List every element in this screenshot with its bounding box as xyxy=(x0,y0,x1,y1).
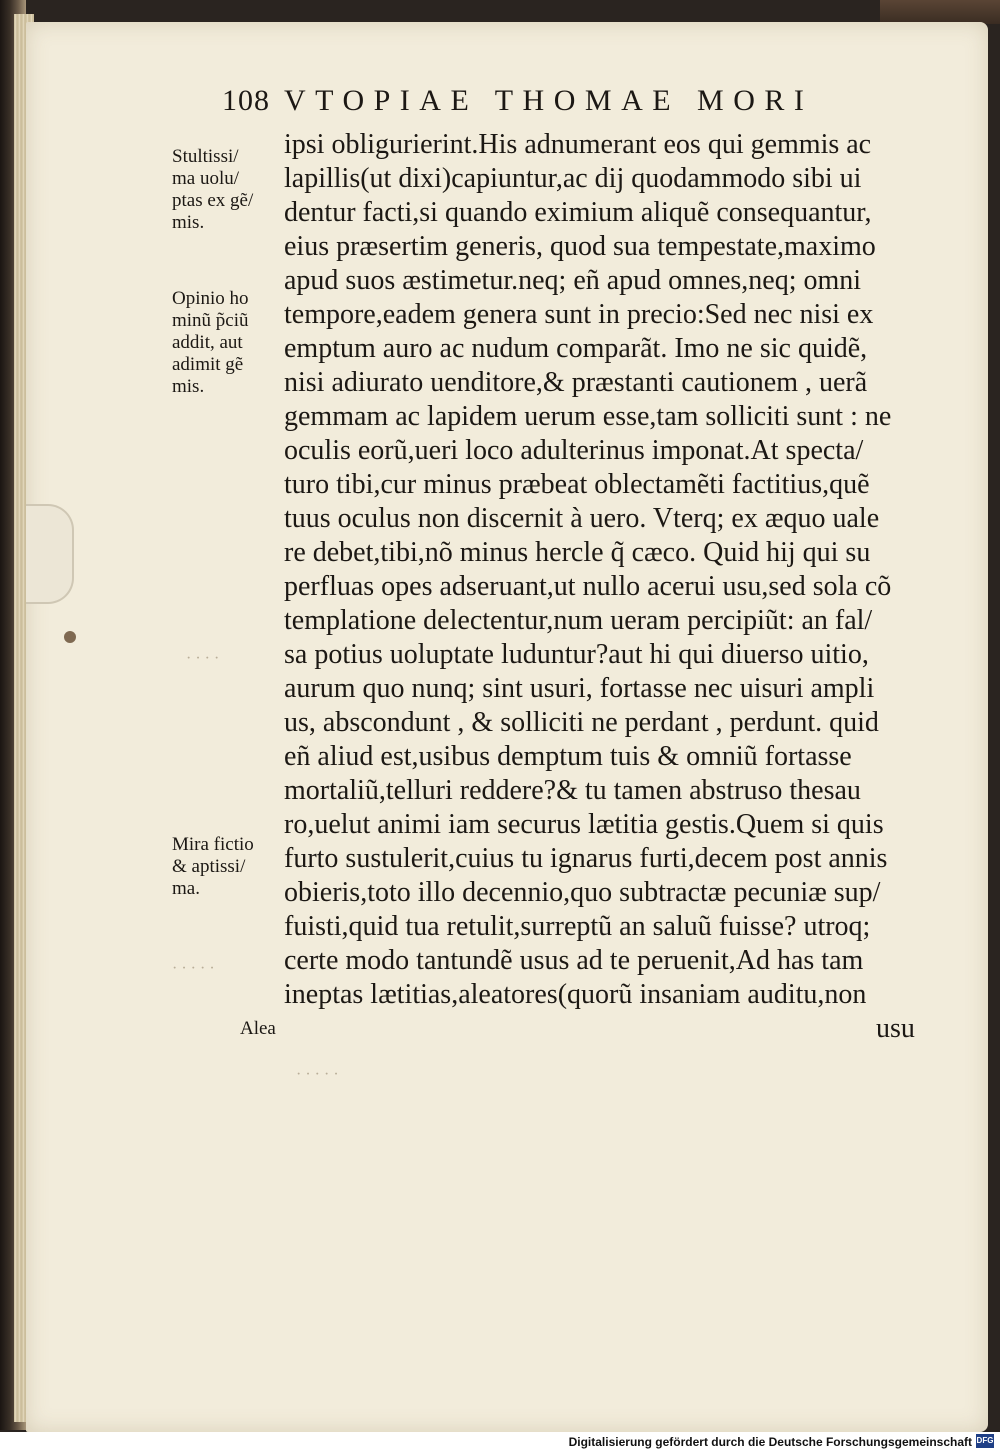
margin-note-line: ma. xyxy=(172,878,200,899)
body-line: templatione delectentur,num ueram percipiũt: an fal/ xyxy=(284,605,873,636)
binding-top-corner xyxy=(880,0,1000,24)
body-line: aurum quo nunq; sint usuri, fortasse nec uisuri ampli xyxy=(284,673,875,704)
margin-note-line: & aptissi/ xyxy=(172,856,246,877)
margin-note-line: Opinio ho xyxy=(172,288,249,309)
dfg-logo-icon: DFG xyxy=(976,1434,994,1448)
body-line: oculis eorũ,ueri loco adulterinus imponat.At specta/ xyxy=(284,435,864,466)
catchword: usu xyxy=(876,1013,915,1044)
margin-note-line: Stultissi/ xyxy=(172,146,239,167)
margin-note-line: ma uolu/ xyxy=(172,168,240,189)
body-line: ineptas lætitias,aleatores(quorũ insaniam auditu,non xyxy=(284,979,867,1010)
body-line: re debet,tibi,nõ minus hercle q̃ cæco. Quid hij qui su xyxy=(284,537,871,568)
body-line: eñ aliud est,usibus demptum tuis & omniũ fortasse xyxy=(284,741,852,772)
margin-note xyxy=(172,834,254,900)
margin-note-line: Mira fictio xyxy=(172,834,254,855)
body-line: perfluas opes adseruant,ut nullo acerui usu,sed sola cõ xyxy=(284,571,892,602)
margin-note-line: Alea xyxy=(240,1018,276,1039)
body-line: lapillis(ut dixi)capiuntur,ac dij quodammodo sibi ui xyxy=(284,163,862,194)
body-line: nisi adiurato uenditore,& præstanti cautionem , uerã xyxy=(284,367,868,398)
running-title: VTOPIAE THOMAE MORI xyxy=(284,84,814,117)
margin-note xyxy=(172,288,249,398)
margin-note-line: mis. xyxy=(172,212,205,233)
body-line: emptum auro ac nudum comparãt. Imo ne sic quidẽ, xyxy=(284,333,868,364)
body-line: ipsi obligurierint.His adnumerant eos qui gemmis ac xyxy=(284,129,872,160)
faded-marginalia: · · · · · xyxy=(296,1066,339,1083)
page-number: 108 xyxy=(222,84,270,117)
margin-note-line: mis. xyxy=(172,376,205,397)
body-line: apud suos æstimetur.neq; eñ apud omnes,neq; omni xyxy=(284,265,862,296)
faded-marginalia: · · · · · xyxy=(172,960,215,977)
digitization-footer xyxy=(0,1432,1000,1452)
stain-spot xyxy=(64,631,76,643)
body-line: furto sustulerit,cuius tu ignarus furti,decem post annis xyxy=(284,843,888,874)
margin-note-line: ptas ex gẽ/ xyxy=(172,190,254,211)
body-line: mortaliũ,telluri reddere?& tu tamen abstruso thesau xyxy=(284,775,861,806)
page-clip xyxy=(26,504,74,604)
body-line: tempore,eadem genera sunt in precio:Sed nec nisi ex xyxy=(284,299,874,330)
body-line: ro,uelut animi iam securus lætitia gestis.Quem si quis xyxy=(284,809,884,840)
body-line: obieris,toto illo decennio,quo subtractæ pecuniæ sup/ xyxy=(284,877,881,908)
body-line: fuisti,quid tua retulit,surreptũ an saluũ fuisse? utroq; xyxy=(284,911,871,942)
margin-note-line: addit, aut xyxy=(172,332,243,353)
margin-note-line: minũ p̃ciũ xyxy=(172,310,249,331)
body-line: eius præsertim generis, quod sua tempestate,maximo xyxy=(284,231,876,262)
body-line: tuus oculus non discernit à uero. Vterq; ex æquo uale xyxy=(284,503,880,534)
body-line: us, abscondunt , & solliciti ne perdant , perdunt. quid xyxy=(284,707,879,738)
margin-note xyxy=(240,1018,276,1040)
body-line: certe modo tantundẽ usus ad te peruenit,Ad has tam xyxy=(284,945,864,976)
funding-credit: Digitalisierung gefördert durch die Deutsche Forschungsgemeinschaft xyxy=(568,1435,972,1449)
faded-marginalia: · · · · xyxy=(186,650,220,667)
body-line: turo tibi,cur minus præbeat oblectamẽti factitius,quẽ xyxy=(284,469,870,500)
body-line: sa potius uoluptate luduntur?aut hi qui diuerso uitio, xyxy=(284,639,869,670)
body-line: dentur facti,si quando eximium aliquẽ consequantur, xyxy=(284,197,872,228)
running-header xyxy=(222,84,813,118)
margin-note-line: adimit gẽ xyxy=(172,354,244,375)
body-line: gemmam ac lapidem uerum esse,tam solliciti sunt : ne xyxy=(284,401,892,432)
margin-note xyxy=(172,146,253,234)
